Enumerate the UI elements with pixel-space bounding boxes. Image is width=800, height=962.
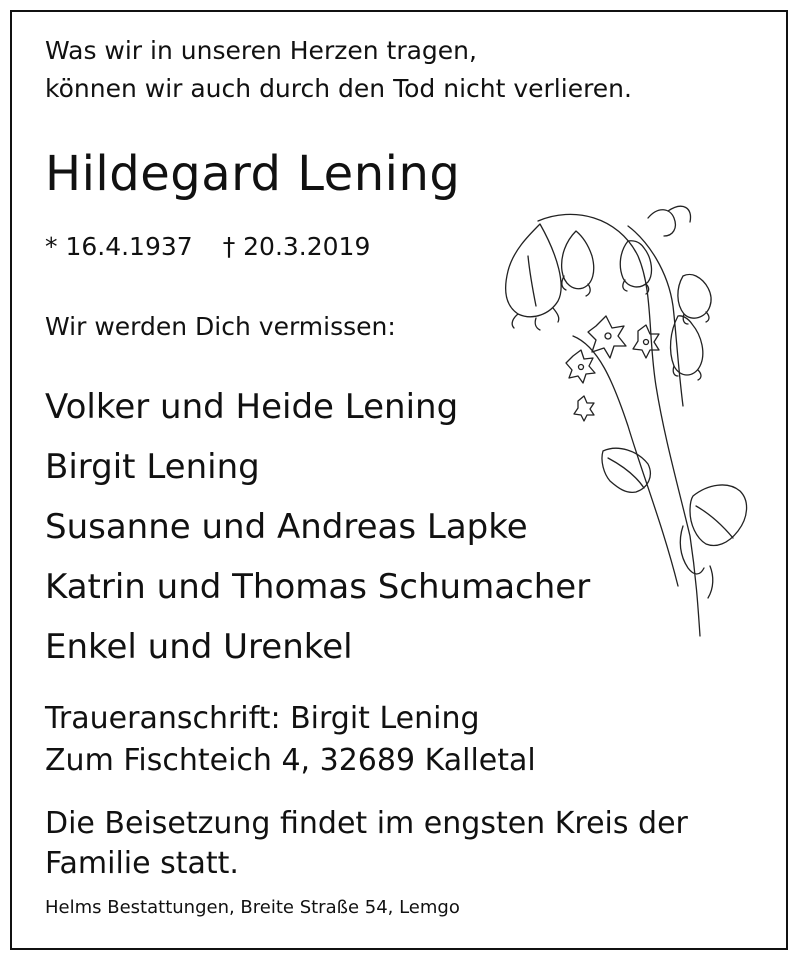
mourner-name: Susanne und Andreas Lapke bbox=[45, 507, 528, 547]
burial-note-line-1: Die Beisetzung findet im engsten Kreis der bbox=[45, 806, 688, 841]
mourner-name: Katrin und Thomas Schumacher bbox=[45, 567, 591, 607]
birth-date: * 16.4.1937 bbox=[45, 232, 193, 261]
mourner-name: Enkel und Urenkel bbox=[45, 627, 353, 667]
farewell-line: Wir werden Dich vermissen: bbox=[45, 312, 396, 341]
bluebell-flower-icon bbox=[478, 196, 778, 646]
mourner-name: Birgit Lening bbox=[45, 447, 260, 487]
life-dates bbox=[45, 232, 370, 262]
address-line-1: Traueranschrift: Birgit Lening bbox=[45, 701, 480, 736]
undertaker-info: Helms Bestattungen, Breite Straße 54, Lemgo bbox=[45, 897, 460, 918]
quote-line-1: Was wir in unseren Herzen tragen, bbox=[45, 36, 477, 65]
burial-note-line-2: Familie statt. bbox=[45, 846, 239, 881]
death-date: † 20.3.2019 bbox=[222, 232, 371, 261]
mourner-name: Volker und Heide Lening bbox=[45, 387, 459, 427]
quote-line-2: können wir auch durch den Tod nicht verlieren. bbox=[45, 74, 632, 103]
address-line-2: Zum Fischteich 4, 32689 Kalletal bbox=[45, 743, 536, 778]
deceased-name: Hildegard Lening bbox=[45, 146, 461, 202]
